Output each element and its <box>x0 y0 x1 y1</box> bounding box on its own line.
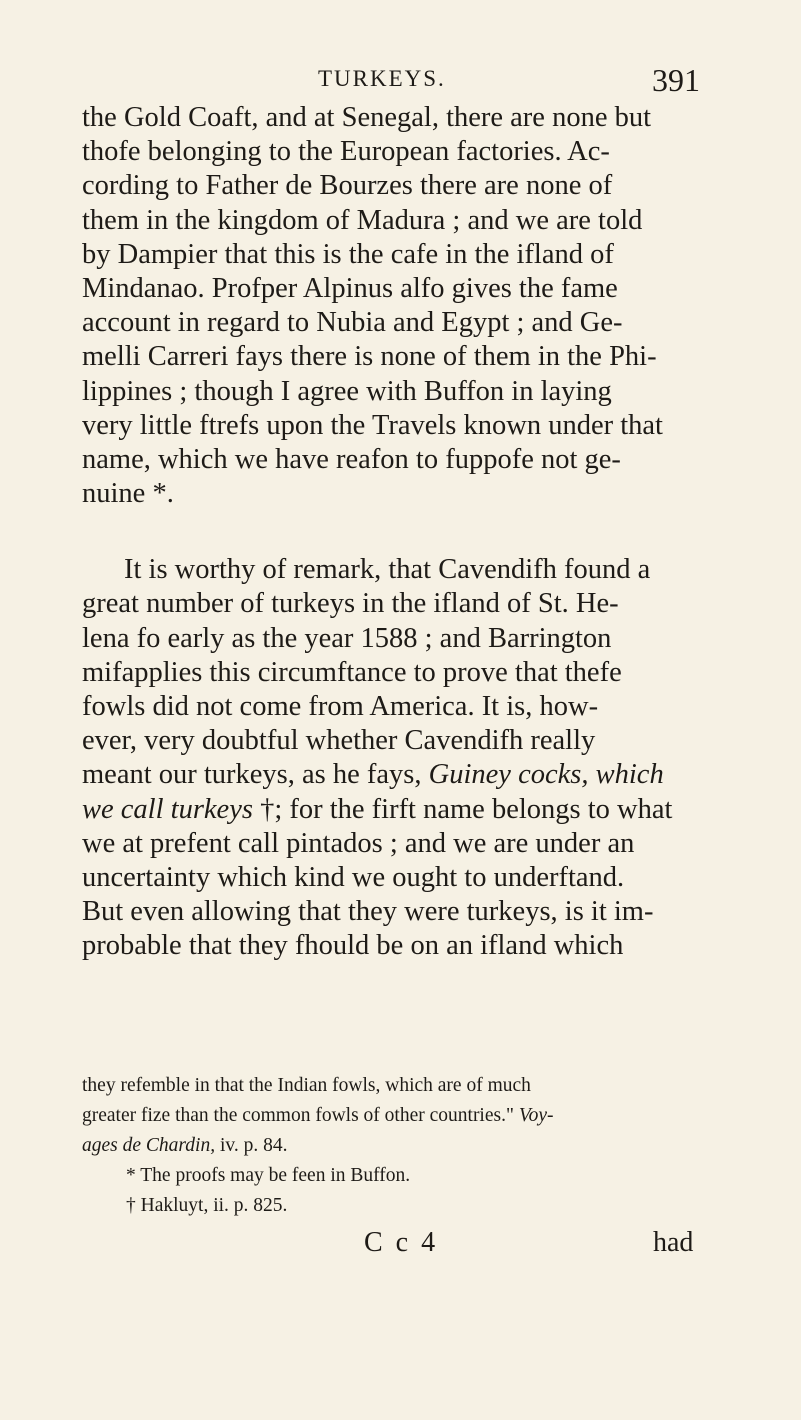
footnote-line <box>82 1101 772 1131</box>
footnote-star: * The proofs may be feen in Buffon. <box>126 1165 411 1186</box>
text-line: lippines ; though I agree with Buffon in laying <box>82 375 612 407</box>
text-line: nuine *. <box>82 478 174 510</box>
footnote-dagger: † Hakluyt, ii. p. 825. <box>126 1195 288 1216</box>
text-line: fowls did not come from America. It is, how- <box>82 691 599 722</box>
paragraph-1 <box>82 101 772 511</box>
running-title: TURKEYS. <box>318 66 446 91</box>
italic-run: Guiney cocks, which <box>428 759 664 791</box>
text-line: melli Carreri fays there is none of them in the Phi- <box>82 341 657 373</box>
text-line: account in regard to Nubia and Egypt ; and Ge- <box>82 307 623 339</box>
paragraph-gap <box>82 511 772 553</box>
signature-line <box>0 1227 801 1267</box>
footnotes <box>82 1071 772 1221</box>
text-line: we at prefent call pintados ; and we are under an <box>82 827 635 859</box>
text-line: lena fo early as the year 1588 ; and Barrington <box>82 622 612 654</box>
text-line: by Dampier that this is the cafe in the ifland of <box>82 238 614 270</box>
text-line: cording to Father de Bourzes there are none of <box>82 170 613 202</box>
footnote-line <box>82 1131 772 1161</box>
text-run: †; for the firft name belongs to what <box>252 793 673 825</box>
italic-run: ages de Chardin, <box>82 1135 216 1156</box>
text-line: them in the kingdom of Madura ; and we are told <box>82 204 643 236</box>
page-number: 391 <box>652 62 700 98</box>
text-run: iv. p. 84. <box>215 1135 288 1156</box>
text-line: uncertainty which kind we ought to underftand. <box>82 861 625 893</box>
body-text <box>82 101 772 964</box>
text-line-with-italic <box>82 758 772 792</box>
text-line: probable that they fhould be on an ifland which <box>82 930 624 962</box>
running-head <box>0 62 801 106</box>
text-line: name, which we have reafon to fuppofe not ge- <box>82 443 621 475</box>
paragraph-2 <box>82 553 772 963</box>
text-run: meant our turkeys, as he fays, <box>82 759 429 791</box>
italic-run: we call turkeys <box>82 793 253 825</box>
italic-run: Voy- <box>518 1105 554 1126</box>
text-line: ever, very doubtful whether Cavendifh really <box>82 725 596 757</box>
text-line: It is worthy of remark, that Cavendifh found a <box>124 554 651 586</box>
catchword: had <box>653 1227 694 1258</box>
text-line: mifapplies this circumftance to prove that thefe <box>82 656 622 688</box>
footnote-line: they refemble in that the Indian fowls, which are of much <box>82 1075 531 1096</box>
text-line: great number of turkeys in the ifland of St. He- <box>82 588 619 620</box>
text-line: Mindanao. Profper Alpinus alfo gives the fame <box>82 272 618 304</box>
signature-mark: C c 4 <box>364 1227 439 1258</box>
text-line-with-italic <box>82 793 772 827</box>
text-line: thofe belonging to the European factories. Ac- <box>82 136 610 168</box>
text-run: greater fize than the common fowls of other countries." <box>82 1105 519 1126</box>
text-line: very little ftrefs upon the Travels known under that <box>82 409 663 441</box>
text-line: the Gold Coaft, and at Senegal, there are none but <box>82 102 652 133</box>
text-line: But even allowing that they were turkeys, is it im- <box>82 896 654 928</box>
